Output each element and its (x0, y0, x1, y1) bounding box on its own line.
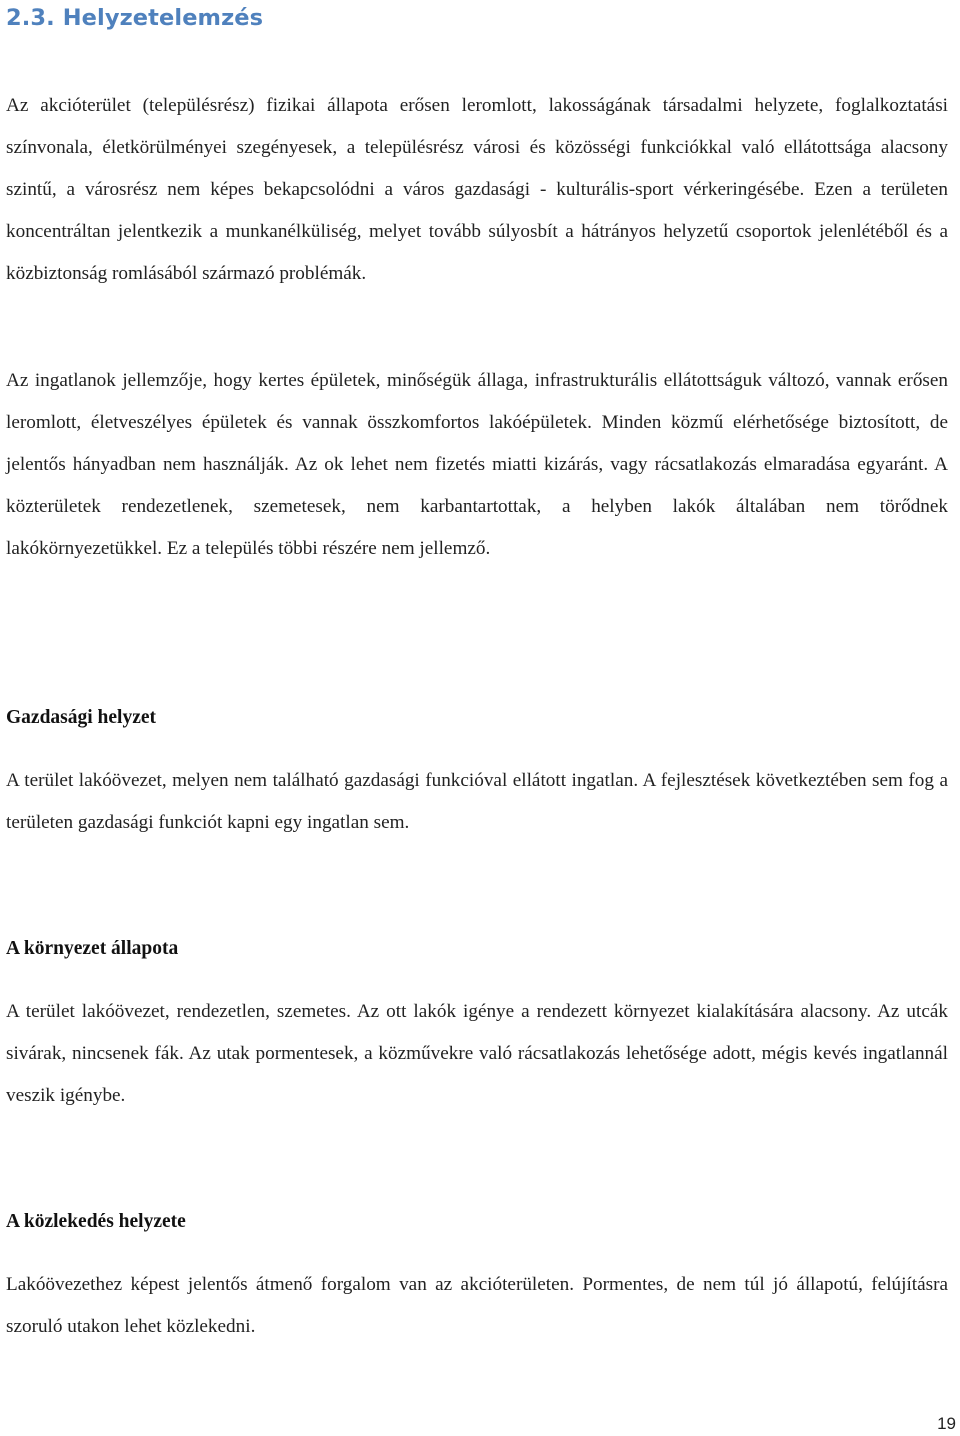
page-number: 19 (937, 1414, 956, 1433)
intro-paragraph-2: Az ingatlanok jellemzője, hogy kertes épületek, minőségük állaga, infrastrukturális ellátottságuk változó, vannak erősen leromlott, életveszélyes épületek és vannak összkomfortos lakóépületek. Minden közmű elérhetősége biztosított, de jelentős hányadban nem használják. Az ok lehet nem fizetés miatti kizárás, vagy rácsatlakozás elmaradása egyaránt. A közterületek rendezetlenek, szemetesek, nem karbantartottak, a helyben lakók általában nem törődnek lakókörnyezetükkel. Ez a település többi részére nem jellemző. (6, 370, 948, 559)
section-heading-economic: Gazdasági helyzet (6, 707, 157, 728)
section-text-environment: A terület lakóövezet, rendezetlen, szemetes. Az ott lakók igénye a rendezett környezet kialakítására alacsony. Az utcák sivárak, nincsenek fák. Az utak pormentesek, a közművekre való rácsatlakozás lehetősége adott, mégis kevés ingatlannál veszik igénybe. (6, 1001, 948, 1106)
section-text-economic: A terület lakóövezet, melyen nem található gazdasági funkcióval ellátott ingatlan. A fejlesztések következtében sem fog a területen gazdasági funkciót kapni egy ingatlan sem. (6, 770, 948, 833)
section-heading-transport: A közlekedés helyzete (6, 1211, 186, 1232)
section-heading-environment: A környezet állapota (6, 938, 179, 959)
section-text-transport: Lakóövezethez képest jelentős átmenő forgalom van az akcióterületen. Pormentes, de nem túl jó állapotú, felújításra szoruló utakon lehet közlekedni. (6, 1274, 948, 1337)
chapter-title: 2.3. Helyzetelemzés (6, 5, 264, 31)
intro-paragraph-1: Az akcióterület (településrész) fizikai állapota erősen leromlott, lakosságának társadalmi helyzete, foglalkoztatási színvonala, életkörülményei szegényesek, a településrész városi és közösségi funkciókkal való ellátottsága alacsony szintű, a városrész nem képes bekapcsolódni a város gazdasági - kulturális-sport vérkeringésébe. Ezen a területen koncentráltan jelentkezik a munkanélküliség, melyet tovább súlyosbít a hátrányos helyzetű csoportok jelenlétéből és a közbiztonság romlásából származó problémák. (6, 95, 948, 284)
